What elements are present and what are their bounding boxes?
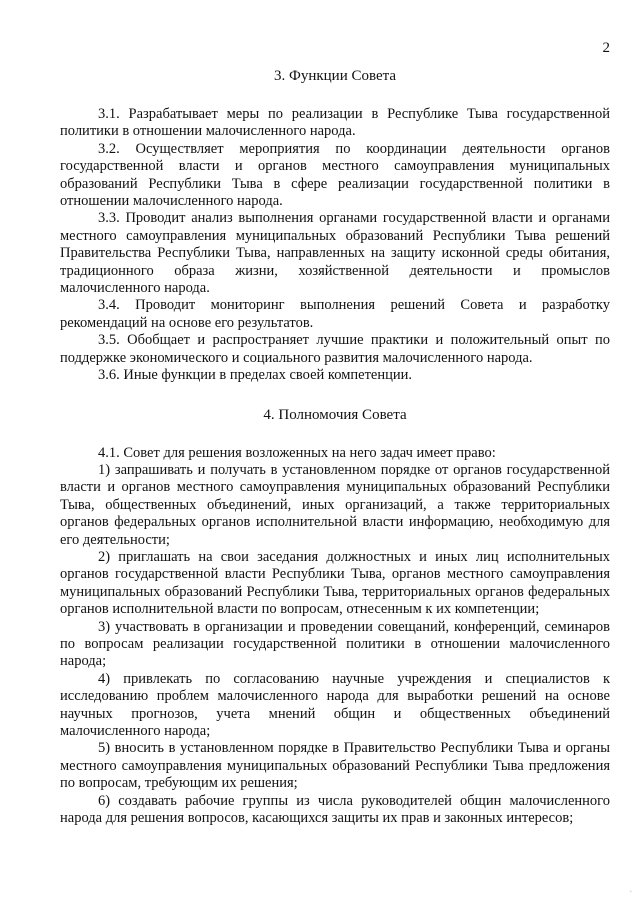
list-item-4: 4) привлекать по согласованию научные учреждения и специалистов к исследованию проблем малочисленного народа для выработки решений на основе научных прогнозов, учета мнений общин и общественных объединений малочисленного народа; <box>60 670 610 739</box>
section-4-heading: 4. Полномочия Совета <box>263 406 407 423</box>
list-item-5: 5) вносить в установленном порядке в Правительство Республики Тыва и органы местного самоуправления муниципальных образований Республики Тыва предложения по вопросам, требующим их решения; <box>60 740 610 792</box>
paragraph-3-2: 3.2. Осуществляет мероприятия по координации деятельности органов государственной власти и органов местного самоуправления муниципальных образований Республики Тыва в сфере реализации государственной политики в отношении малочисленного народа. <box>60 140 610 210</box>
paragraph-3-5: 3.5. Обобщает и распространяет лучшие практики и положительный опыт по поддержке экономического и социального развития малочисленного народа. <box>60 332 610 366</box>
paragraph-3-6: 3.6. Иные функции в пределах своей компетенции. <box>98 367 413 384</box>
page-number: 2 <box>602 40 610 56</box>
section-3-heading: 3. Функции Совета <box>273 68 397 84</box>
paragraph-3-4: 3.4. Проводит мониторинг выполнения решений Совета и разработку рекомендаций на основе его результатов. <box>60 297 610 331</box>
list-item-2: 2) приглашать на свои заседания должностных и иных лиц исполнительных органов государственной власти Республики Тыва, органов местного самоуправления муниципальных образований Республики Тыва, территориальных органов федеральных органов исполнительной власти по вопросам, отнесенным к их компетенции; <box>60 548 610 618</box>
paragraph-4-1: 4.1. Совет для решения возложенных на него задач имеет право: <box>98 444 496 461</box>
list-item-1: 1) запрашивать и получать в установленном порядке от органов государственной власти и органов местного самоуправления муниципальных образований Республики Тыва, общественных объединений, иных организаций, а также территориальных органов федеральных органов исполнительной власти информацию, необходимую для его деятельности; <box>60 461 610 548</box>
document-body <box>60 66 610 827</box>
list-item-6: 6) создавать рабочие группы из числа руководителей общин малочисленного народа для решения вопросов, касающихся защиты их прав и законных интересов; <box>60 792 610 827</box>
list-item-3: 3) участвовать в организации и проведении совещаний, конференций, семинаров по вопросам реализации государственной политики в отношении малочисленного народа; <box>60 618 610 670</box>
scan-mark: ˚ <box>629 890 632 899</box>
paragraph-3-1: 3.1. Разрабатывает меры по реализации в Республике Тыва государственной политики в отношении малочисленного народа. <box>60 106 610 140</box>
paragraph-3-3: 3.3. Проводит анализ выполнения органами государственной власти и органами местного самоуправления муниципальных образований Республики Тыва решений Правительства Республики Тыва, направленных на защиту исконной среды обитания, традиционного образа жизни, хозяйственной деятельности и промыслов малочисленного народа. <box>60 210 610 297</box>
